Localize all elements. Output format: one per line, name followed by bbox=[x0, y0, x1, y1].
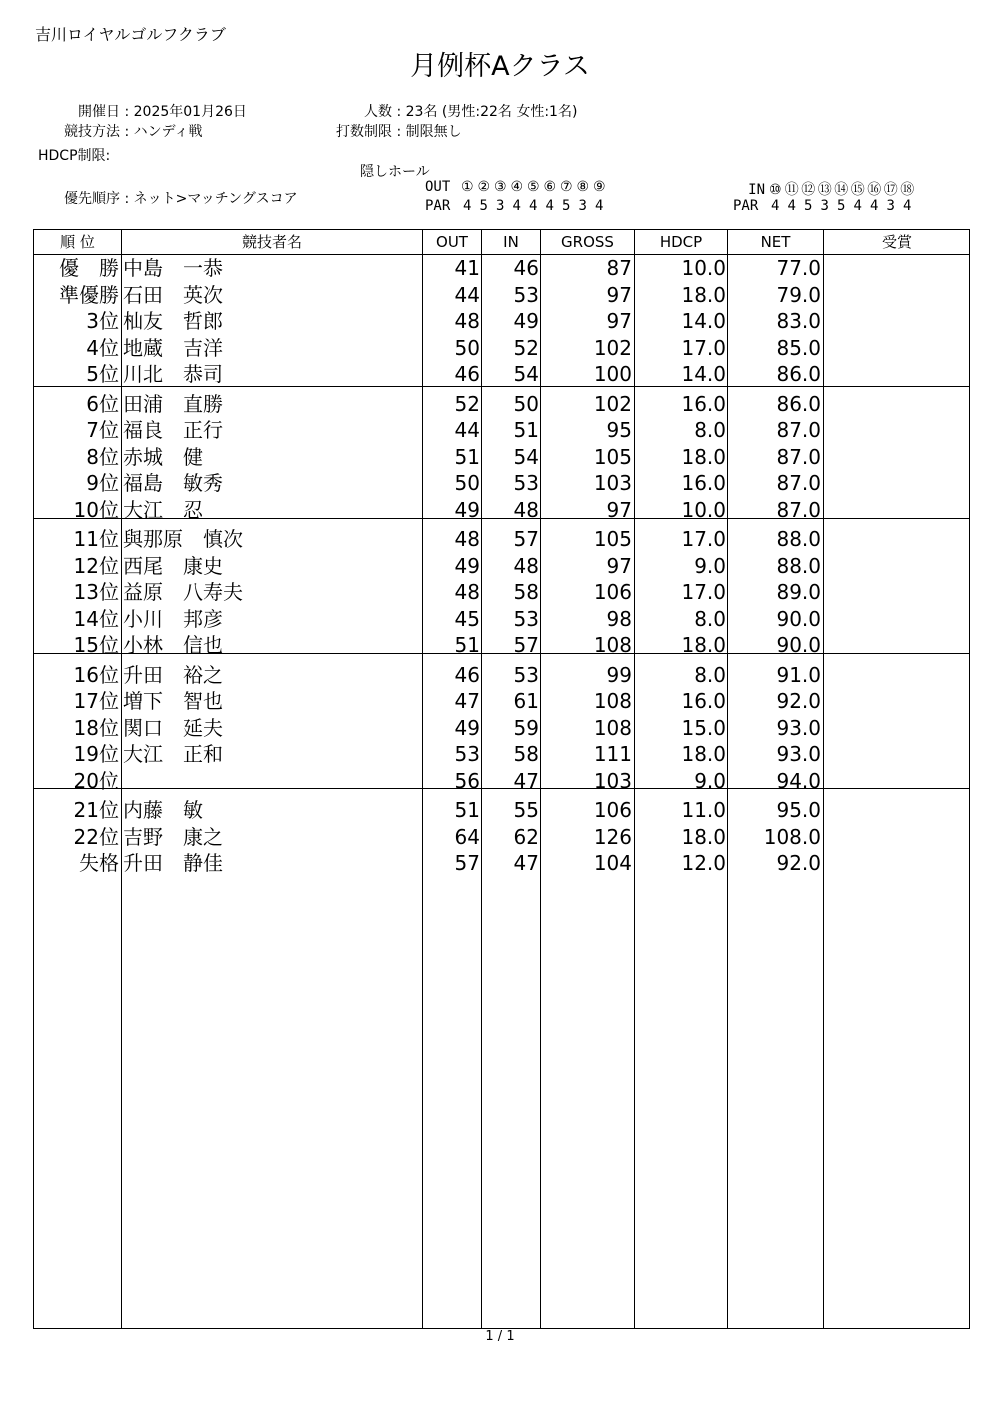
cell-in: 50 bbox=[513, 391, 539, 416]
cell-name: 地蔵 吉洋 bbox=[123, 335, 223, 360]
cell-name: 川北 恭司 bbox=[123, 362, 223, 386]
out-par-row bbox=[425, 198, 608, 214]
cell-out: 51 bbox=[454, 798, 480, 822]
hdcp-limit-label: HDCP制限 bbox=[38, 148, 106, 164]
cell-name: 小林 信也 bbox=[123, 633, 223, 657]
cell-in: 48 bbox=[513, 497, 539, 522]
table-row bbox=[34, 361, 969, 388]
cell-out: 57 bbox=[454, 851, 480, 875]
hole-number: ② bbox=[477, 179, 491, 195]
table-row bbox=[34, 526, 969, 553]
cell-hdcp: 14.0 bbox=[681, 309, 726, 333]
cell-net: 88.0 bbox=[776, 553, 821, 578]
hole-number: ⑩ bbox=[768, 182, 782, 198]
cell-in: 57 bbox=[513, 633, 539, 657]
cell-in: 52 bbox=[513, 335, 539, 360]
cell-in: 61 bbox=[513, 689, 539, 713]
cell-out: 46 bbox=[454, 362, 480, 386]
cell-rank: 10位 bbox=[73, 497, 119, 522]
hole-number: ⑦ bbox=[559, 179, 573, 195]
cell-hdcp: 16.0 bbox=[681, 689, 726, 713]
cell-net: 87.0 bbox=[776, 444, 821, 469]
hole-par: 5 bbox=[804, 198, 813, 214]
cell-in: 53 bbox=[513, 282, 539, 307]
date-label: 開催日 bbox=[78, 104, 120, 120]
cell-name: 西尾 康史 bbox=[123, 553, 223, 578]
cell-name: 赤城 健 bbox=[123, 444, 203, 469]
par-label: PAR bbox=[733, 198, 759, 214]
hole-number: ⑧ bbox=[576, 179, 590, 195]
cell-hdcp: 10.0 bbox=[681, 497, 726, 522]
cell-in: 53 bbox=[513, 606, 539, 631]
hole-par: 4 bbox=[853, 198, 862, 214]
cell-rank: 13位 bbox=[73, 580, 119, 604]
table-row bbox=[34, 662, 969, 689]
cell-rank: 3位 bbox=[86, 309, 119, 333]
stroke-limit-label: 打数制限 bbox=[336, 124, 392, 140]
cell-gross: 111 bbox=[593, 742, 632, 766]
cell-net: 83.0 bbox=[776, 309, 821, 333]
cell-net: 90.0 bbox=[776, 633, 821, 657]
cell-out: 51 bbox=[454, 633, 480, 657]
cell-in: 62 bbox=[513, 824, 539, 849]
cell-name: 石田 英次 bbox=[123, 282, 223, 307]
hole-number: ④ bbox=[510, 179, 524, 195]
cell-rank: 4位 bbox=[86, 335, 119, 360]
table-row bbox=[34, 308, 969, 335]
cell-gross: 106 bbox=[593, 798, 632, 822]
cell-gross: 97 bbox=[606, 497, 632, 522]
stroke-limit-value: 制限無し bbox=[405, 124, 462, 140]
cell-net: 87.0 bbox=[776, 497, 821, 522]
cell-rank: 19位 bbox=[73, 742, 119, 766]
cell-rank: 失格 bbox=[79, 851, 119, 875]
cell-net: 92.0 bbox=[776, 851, 821, 875]
hole-number: ③ bbox=[493, 179, 507, 195]
cell-rank: 11位 bbox=[73, 527, 119, 551]
hole-par: 4 bbox=[512, 198, 521, 214]
table-row bbox=[34, 768, 969, 795]
cell-gross: 108 bbox=[593, 633, 632, 657]
cell-hdcp: 18.0 bbox=[681, 444, 726, 469]
col-header-hdcp: HDCP bbox=[659, 233, 703, 251]
col-header-in: IN bbox=[503, 233, 519, 251]
page-number: 1 / 1 bbox=[485, 1329, 515, 1344]
cell-in: 48 bbox=[513, 553, 539, 578]
cell-in: 58 bbox=[513, 580, 539, 604]
cell-name: 小川 邦彦 bbox=[123, 606, 223, 631]
cell-out: 48 bbox=[454, 580, 480, 604]
hole-par: 4 bbox=[545, 198, 554, 214]
in-label: IN bbox=[748, 182, 765, 198]
cell-hdcp: 9.0 bbox=[694, 768, 726, 793]
cell-rank: 21位 bbox=[73, 798, 119, 822]
table-row bbox=[34, 282, 969, 309]
participants-value: 23名 (男性:22名 女性:1名) bbox=[405, 104, 578, 120]
date-value: 2025年01月26日 bbox=[133, 104, 247, 120]
cell-out: 47 bbox=[454, 689, 480, 713]
cell-name: 升田 裕之 bbox=[123, 662, 223, 687]
hole-par: 4 bbox=[771, 198, 780, 214]
cell-name: 関口 延夫 bbox=[123, 715, 223, 740]
hole-par: 4 bbox=[787, 198, 796, 214]
hole-par: 4 bbox=[903, 198, 912, 214]
cell-rank: 5位 bbox=[86, 362, 119, 386]
cell-gross: 98 bbox=[606, 606, 632, 631]
hdcp-limit-row: HDCP制限: bbox=[38, 148, 111, 164]
out-holes-row bbox=[425, 179, 608, 195]
page-title: 月例杯Aクラス bbox=[410, 51, 590, 82]
cell-name: 田浦 直勝 bbox=[123, 391, 223, 416]
cell-out: 50 bbox=[454, 335, 480, 360]
cell-net: 90.0 bbox=[776, 606, 821, 631]
table-row bbox=[34, 824, 969, 851]
col-header-name: 競技者名 bbox=[241, 233, 302, 251]
hole-par: 3 bbox=[886, 198, 895, 214]
cell-net: 93.0 bbox=[776, 715, 821, 740]
cell-out: 48 bbox=[454, 309, 480, 333]
cell-net: 108.0 bbox=[763, 824, 821, 849]
cell-gross: 95 bbox=[606, 418, 632, 442]
cell-net: 86.0 bbox=[776, 391, 821, 416]
cell-in: 54 bbox=[513, 362, 539, 386]
cell-gross: 87 bbox=[606, 256, 632, 280]
in-par-row bbox=[733, 198, 916, 214]
cell-hdcp: 12.0 bbox=[681, 851, 726, 875]
cell-gross: 103 bbox=[593, 768, 632, 793]
cell-hdcp: 18.0 bbox=[681, 742, 726, 766]
hole-par: 4 bbox=[463, 198, 472, 214]
hole-number: ⑤ bbox=[526, 179, 540, 195]
method-label: 競技方法 bbox=[64, 124, 120, 140]
hole-par: 4 bbox=[595, 198, 604, 214]
table-row bbox=[34, 579, 969, 606]
hole-number: ⑰ bbox=[883, 182, 898, 198]
cell-hdcp: 17.0 bbox=[681, 580, 726, 604]
cell-in: 47 bbox=[513, 851, 539, 875]
hole-number: ⑱ bbox=[900, 182, 915, 198]
cell-name: 増下 智也 bbox=[123, 689, 223, 713]
method-value: ハンディ戦 bbox=[133, 124, 203, 140]
cell-gross: 97 bbox=[606, 553, 632, 578]
cell-in: 47 bbox=[513, 768, 539, 793]
cell-in: 53 bbox=[513, 662, 539, 687]
cell-gross: 102 bbox=[593, 335, 632, 360]
table-row bbox=[34, 553, 969, 580]
hole-par: 3 bbox=[820, 198, 829, 214]
hole-number: ⑥ bbox=[543, 179, 557, 195]
cell-net: 93.0 bbox=[776, 742, 821, 766]
cell-out: 52 bbox=[454, 391, 480, 416]
cell-hdcp: 8.0 bbox=[694, 418, 726, 442]
cell-name: 大江 正和 bbox=[123, 742, 223, 766]
cell-gross: 108 bbox=[593, 689, 632, 713]
cell-gross: 105 bbox=[593, 527, 632, 551]
col-header-gross: GROSS bbox=[561, 233, 614, 251]
priority-label: 優先順序 bbox=[64, 191, 120, 207]
cell-hdcp: 15.0 bbox=[681, 715, 726, 740]
hole-par: 4 bbox=[870, 198, 879, 214]
hole-number: ⑯ bbox=[867, 182, 882, 198]
cell-rank: 9位 bbox=[86, 471, 119, 495]
cell-rank: 12位 bbox=[73, 553, 119, 578]
cell-net: 95.0 bbox=[776, 798, 821, 822]
par-label: PAR bbox=[425, 198, 451, 214]
cell-rank: 20位 bbox=[73, 768, 119, 793]
priority-value: ネット>マッチングスコア bbox=[133, 191, 298, 207]
cell-gross: 97 bbox=[606, 309, 632, 333]
table-row bbox=[34, 335, 969, 362]
method-row: 競技方法 : ハンディ戦 bbox=[38, 121, 203, 141]
cell-rank: 22位 bbox=[73, 824, 119, 849]
cell-rank: 8位 bbox=[86, 444, 119, 469]
hidden-holes-label: 隠しホール bbox=[360, 164, 430, 180]
table-row bbox=[34, 741, 969, 768]
participants-label: 人数 bbox=[364, 104, 392, 120]
cell-in: 59 bbox=[513, 715, 539, 740]
cell-rank: 準優勝 bbox=[59, 282, 119, 307]
hole-par: 5 bbox=[562, 198, 571, 214]
cell-gross: 103 bbox=[593, 471, 632, 495]
hole-par: 5 bbox=[479, 198, 488, 214]
cell-hdcp: 11.0 bbox=[681, 798, 726, 822]
hole-par: 5 bbox=[837, 198, 846, 214]
cell-gross: 126 bbox=[593, 824, 632, 849]
stroke-limit-row: 打数制限 : 制限無し bbox=[300, 121, 462, 141]
cell-in: 58 bbox=[513, 742, 539, 766]
cell-out: 64 bbox=[454, 824, 480, 849]
cell-name: 吉野 康之 bbox=[123, 824, 223, 849]
cell-hdcp: 17.0 bbox=[681, 527, 726, 551]
cell-name: 益原 八寿夫 bbox=[123, 580, 243, 604]
cell-hdcp: 8.0 bbox=[694, 606, 726, 631]
cell-net: 86.0 bbox=[776, 362, 821, 386]
cell-net: 85.0 bbox=[776, 335, 821, 360]
cell-out: 48 bbox=[454, 527, 480, 551]
cell-gross: 97 bbox=[606, 282, 632, 307]
cell-name: 福良 正行 bbox=[123, 418, 223, 442]
cell-out: 49 bbox=[454, 553, 480, 578]
hole-par: 3 bbox=[496, 198, 505, 214]
cell-rank: 7位 bbox=[86, 418, 119, 442]
cell-gross: 102 bbox=[593, 391, 632, 416]
cell-out: 49 bbox=[454, 497, 480, 522]
cell-out: 56 bbox=[454, 768, 480, 793]
priority-row: 優先順序 : ネット>マッチングスコア bbox=[38, 188, 298, 208]
club-name: 吉川ロイヤルゴルフクラブ bbox=[35, 25, 226, 44]
hole-number: ⑪ bbox=[784, 182, 799, 198]
cell-rank: 16位 bbox=[73, 662, 119, 687]
cell-hdcp: 10.0 bbox=[681, 256, 726, 280]
cell-rank: 14位 bbox=[73, 606, 119, 631]
table-row bbox=[34, 715, 969, 742]
table-row bbox=[34, 417, 969, 444]
cell-net: 87.0 bbox=[776, 471, 821, 495]
cell-out: 44 bbox=[454, 282, 480, 307]
cell-name: 大江 忍 bbox=[123, 497, 203, 522]
participants-row: 人数 : 23名 (男性:22名 女性:1名) bbox=[300, 101, 577, 121]
table-row bbox=[34, 606, 969, 633]
cell-net: 94.0 bbox=[776, 768, 821, 793]
cell-out: 41 bbox=[454, 256, 480, 280]
cell-hdcp: 18.0 bbox=[681, 282, 726, 307]
cell-gross: 108 bbox=[593, 715, 632, 740]
col-header-net: NET bbox=[760, 233, 791, 251]
cell-name: 中島 一恭 bbox=[123, 256, 223, 280]
cell-gross: 99 bbox=[606, 662, 632, 687]
cell-out: 44 bbox=[454, 418, 480, 442]
cell-name: 與那原 慎次 bbox=[123, 527, 243, 551]
hole-number: ⑭ bbox=[834, 182, 849, 198]
col-header-rank: 順 位 bbox=[60, 233, 95, 251]
cell-name: 升田 静佳 bbox=[123, 851, 223, 875]
cell-gross: 106 bbox=[593, 580, 632, 604]
date-row: 開催日 : 2025年01月26日 bbox=[38, 101, 247, 121]
cell-in: 57 bbox=[513, 527, 539, 551]
hole-number: ① bbox=[460, 179, 474, 195]
cell-in: 49 bbox=[513, 309, 539, 333]
cell-in: 51 bbox=[513, 418, 539, 442]
table-row bbox=[34, 444, 969, 471]
hole-number: ⑮ bbox=[850, 182, 865, 198]
cell-net: 88.0 bbox=[776, 527, 821, 551]
cell-rank: 17位 bbox=[73, 689, 119, 713]
cell-name: 福島 敏秀 bbox=[123, 471, 223, 495]
hole-par: 4 bbox=[529, 198, 538, 214]
cell-in: 53 bbox=[513, 471, 539, 495]
cell-hdcp: 18.0 bbox=[681, 824, 726, 849]
in-holes-row bbox=[733, 179, 916, 199]
cell-out: 53 bbox=[454, 742, 480, 766]
cell-hdcp: 9.0 bbox=[694, 553, 726, 578]
cell-rank: 6位 bbox=[86, 391, 119, 416]
cell-rank: 優 勝 bbox=[59, 256, 119, 280]
cell-rank: 15位 bbox=[73, 633, 119, 657]
table-row bbox=[34, 470, 969, 497]
cell-gross: 100 bbox=[593, 362, 632, 386]
out-label: OUT bbox=[425, 179, 451, 195]
cell-name: 内藤 敏 bbox=[123, 798, 203, 822]
cell-hdcp: 14.0 bbox=[681, 362, 726, 386]
cell-hdcp: 16.0 bbox=[681, 391, 726, 416]
col-header-out: OUT bbox=[436, 233, 468, 251]
cell-net: 91.0 bbox=[776, 662, 821, 687]
cell-gross: 105 bbox=[593, 444, 632, 469]
hole-number: ⑬ bbox=[817, 182, 832, 198]
cell-in: 46 bbox=[513, 256, 539, 280]
cell-net: 92.0 bbox=[776, 689, 821, 713]
table-row bbox=[34, 632, 969, 659]
cell-net: 87.0 bbox=[776, 418, 821, 442]
cell-gross: 104 bbox=[593, 851, 632, 875]
cell-out: 51 bbox=[454, 444, 480, 469]
hole-par: 3 bbox=[578, 198, 587, 214]
cell-rank: 18位 bbox=[73, 715, 119, 740]
cell-hdcp: 17.0 bbox=[681, 335, 726, 360]
cell-out: 50 bbox=[454, 471, 480, 495]
cell-net: 77.0 bbox=[776, 256, 821, 280]
cell-out: 45 bbox=[454, 606, 480, 631]
cell-hdcp: 8.0 bbox=[694, 662, 726, 687]
cell-hdcp: 16.0 bbox=[681, 471, 726, 495]
cell-name: 杣友 哲郎 bbox=[123, 309, 223, 333]
cell-in: 55 bbox=[513, 798, 539, 822]
cell-out: 49 bbox=[454, 715, 480, 740]
table-row bbox=[34, 688, 969, 715]
table-row bbox=[34, 391, 969, 418]
hole-number: ⑫ bbox=[801, 182, 816, 198]
results-table bbox=[33, 229, 970, 1329]
table-row bbox=[34, 797, 969, 824]
hole-number: ⑨ bbox=[592, 179, 606, 195]
table-row bbox=[34, 255, 969, 282]
col-header-award: 受賞 bbox=[881, 233, 912, 251]
cell-in: 54 bbox=[513, 444, 539, 469]
cell-out: 46 bbox=[454, 662, 480, 687]
cell-hdcp: 18.0 bbox=[681, 633, 726, 657]
table-row bbox=[34, 850, 969, 877]
cell-net: 89.0 bbox=[776, 580, 821, 604]
cell-net: 79.0 bbox=[776, 282, 821, 307]
table-row bbox=[34, 497, 969, 524]
